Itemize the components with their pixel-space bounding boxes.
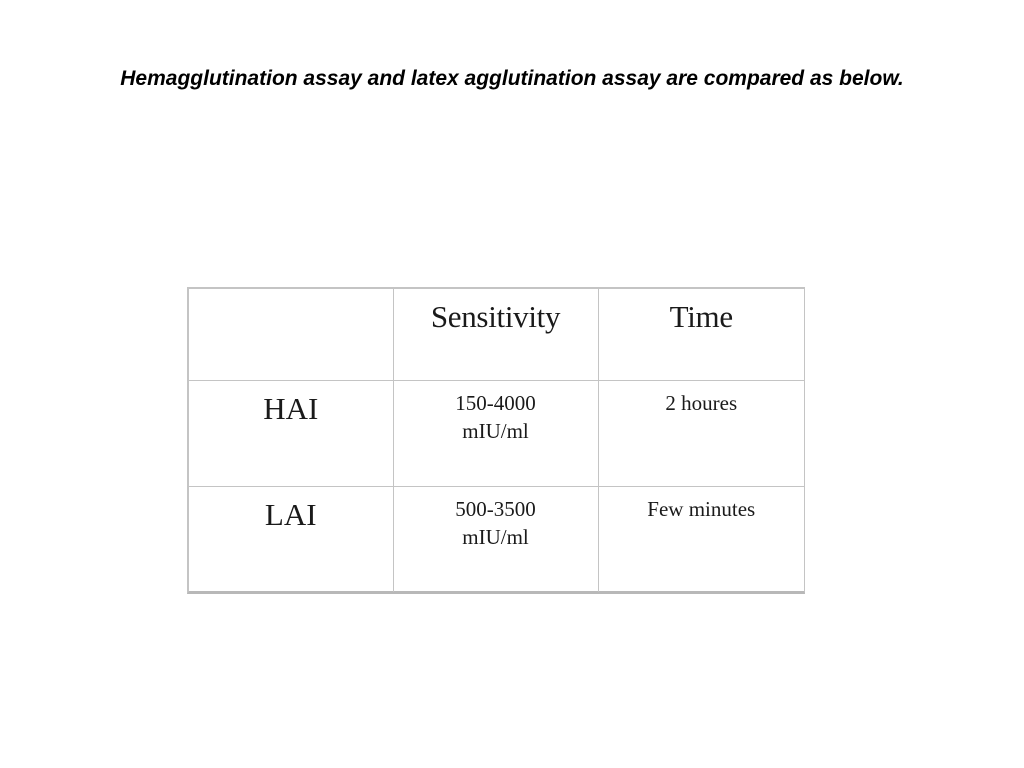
table-row-hai xyxy=(189,380,804,486)
lai-sensitivity-range: 500-3500 xyxy=(455,496,536,521)
row-label-lai: LAI xyxy=(189,486,393,592)
table-header-row xyxy=(189,289,804,380)
header-time: Time xyxy=(598,289,804,380)
hai-sensitivity-cell xyxy=(393,380,598,486)
table-row-lai xyxy=(189,486,804,592)
lai-time-cell: Few minutes xyxy=(598,486,804,592)
hai-sensitivity-range: 150-4000 xyxy=(455,390,536,415)
header-empty-cell xyxy=(189,289,393,380)
hai-time-cell: 2 houres xyxy=(598,380,804,486)
comparison-table-frame xyxy=(187,287,805,594)
header-sensitivity: Sensitivity xyxy=(393,289,598,380)
row-label-hai: HAI xyxy=(189,380,393,486)
lai-sensitivity-unit: mIU/ml xyxy=(462,524,529,549)
lai-sensitivity-cell xyxy=(393,486,598,592)
comparison-table xyxy=(189,289,804,592)
slide-title: Hemagglutination assay and latex agglutination assay are compared as below. xyxy=(120,67,904,90)
hai-sensitivity-unit: mIU/ml xyxy=(462,418,529,443)
